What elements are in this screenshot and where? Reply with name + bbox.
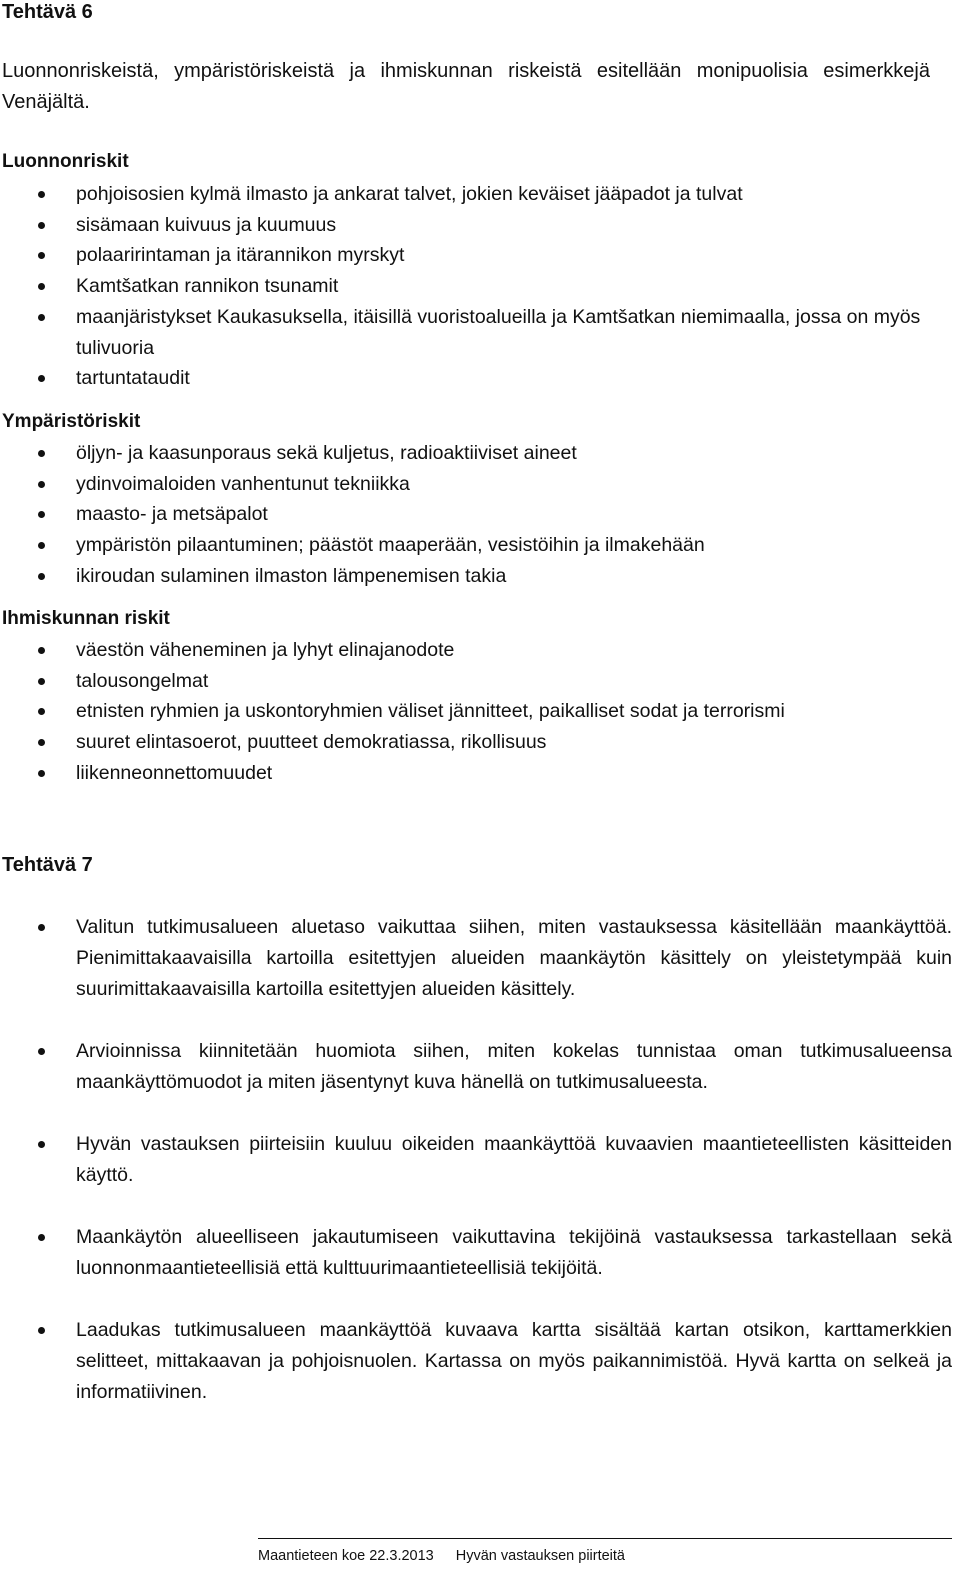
footer-exam: Maantieteen koe 22.3.2013 xyxy=(258,1548,434,1564)
list-item: maasto- ja metsäpalot xyxy=(0,499,956,530)
task6-intro: Luonnonriskeistä, ympäristöriskeistä ja ihmiskunnan riskeistä esitellään monipuolisia esimerkkejä Venäjältä. xyxy=(2,60,930,113)
bullet-icon xyxy=(38,573,45,580)
footer-divider xyxy=(258,1538,952,1539)
bullet-icon xyxy=(38,678,45,685)
list-item: liikenneonnettomuudet xyxy=(0,758,956,789)
section-heading-humanity-risks: Ihmiskunnan riskit xyxy=(2,608,170,629)
environmental-risks-list xyxy=(0,438,956,592)
list-item: ydinvoimaloiden vanhentunut tekniikka xyxy=(0,469,956,500)
bullet-icon xyxy=(38,1327,45,1334)
list-item: maanjäristykset Kaukasuksella, itäisillä vuoristoalueilla ja Kamtšatkan niemimaalla, jossa on myös tulivuoria xyxy=(0,302,956,363)
bullet-icon xyxy=(38,450,45,457)
natural-risks-list xyxy=(0,179,956,394)
list-item: ikiroudan sulaminen ilmaston lämpenemisen takia xyxy=(0,561,956,592)
list-item: pohjoisosien kylmä ilmasto ja ankarat talvet, jokien keväiset jääpadot ja tulvat xyxy=(0,179,956,210)
bullet-icon xyxy=(38,283,45,290)
bullet-icon xyxy=(38,1234,45,1241)
bullet-icon xyxy=(38,252,45,259)
list-item: Laadukas tutkimusalueen maankäyttöä kuvaava kartta sisältää kartan otsikon, karttamerkkien selitteet, mittakaavan ja pohjoisnuolen. Kartassa on myös paikannimistöä. Hyvä kartta on selkeä ja informatiivinen. xyxy=(0,1315,952,1408)
bullet-icon xyxy=(38,375,45,382)
bullet-icon xyxy=(38,481,45,488)
list-item: etnisten ryhmien ja uskontoryhmien väliset jännitteet, paikalliset sodat ja terrorismi xyxy=(0,696,956,727)
humanity-risks-list xyxy=(0,635,956,789)
list-item: ympäristön pilaantuminen; päästöt maaperään, vesistöihin ja ilmakehään xyxy=(0,530,956,561)
list-item: suuret elintasoerot, puutteet demokratiassa, rikollisuus xyxy=(0,727,956,758)
bullet-icon xyxy=(38,708,45,715)
bullet-icon xyxy=(38,511,45,518)
bullet-icon xyxy=(38,1141,45,1148)
list-item: väestön väheneminen ja lyhyt elinajanodote xyxy=(0,635,956,666)
list-item: Kamtšatkan rannikon tsunamit xyxy=(0,271,956,302)
list-item: Arvioinnissa kiinnitetään huomiota siihen, miten kokelas tunnistaa oman tutkimusalueensa maankäyttömuodot ja miten jäsentynyt kuva hänellä on tutkimusalueesta. xyxy=(0,1036,952,1098)
bullet-icon xyxy=(38,314,45,321)
list-item: Hyvän vastauksen piirteisiin kuuluu oikeiden maankäyttöä kuvaavien maantieteellisten käsitteiden käyttö. xyxy=(0,1129,952,1191)
bullet-icon xyxy=(38,191,45,198)
section-heading-environmental-risks: Ympäristöriskit xyxy=(2,411,141,432)
bullet-icon xyxy=(38,647,45,654)
task6-title: Tehtävä 6 xyxy=(2,1,93,23)
list-item: Valitun tutkimusalueen aluetaso vaikuttaa siihen, miten vastauksessa käsitellään maankäyttöä. Pienimittakaavaisilla kartoilla esitettyjen alueiden maankäytön käsittely on yleistetympää kuin suurimittakaavaisilla kartoilla esitettyjen alueiden käsittely. xyxy=(0,912,952,1005)
bullet-icon xyxy=(38,770,45,777)
list-item: tartuntataudit xyxy=(0,363,956,394)
footer-doc-title: Hyvän vastauksen piirteitä xyxy=(455,1548,625,1564)
bullet-icon xyxy=(38,924,45,931)
section-heading-natural-risks: Luonnonriskit xyxy=(2,151,129,172)
list-item: talousongelmat xyxy=(0,666,956,697)
page-footer xyxy=(258,1546,625,1566)
bullet-icon xyxy=(38,542,45,549)
list-item: Maankäytön alueelliseen jakautumiseen vaikuttavina tekijöinä vastauksessa tarkastellaan sekä luonnonmaantieteellisiä että kulttuurimaantieteellisiä tekijöitä. xyxy=(0,1222,952,1284)
task7-title: Tehtävä 7 xyxy=(2,854,93,876)
bullet-icon xyxy=(38,1048,45,1055)
list-item: polaaririntaman ja itärannikon myrskyt xyxy=(0,240,956,271)
list-item: öljyn- ja kaasunporaus sekä kuljetus, radioaktiiviset aineet xyxy=(0,438,956,469)
bullet-icon xyxy=(38,222,45,229)
bullet-icon xyxy=(38,739,45,746)
task7-list xyxy=(0,912,952,1439)
list-item: sisämaan kuivuus ja kuumuus xyxy=(0,210,956,241)
